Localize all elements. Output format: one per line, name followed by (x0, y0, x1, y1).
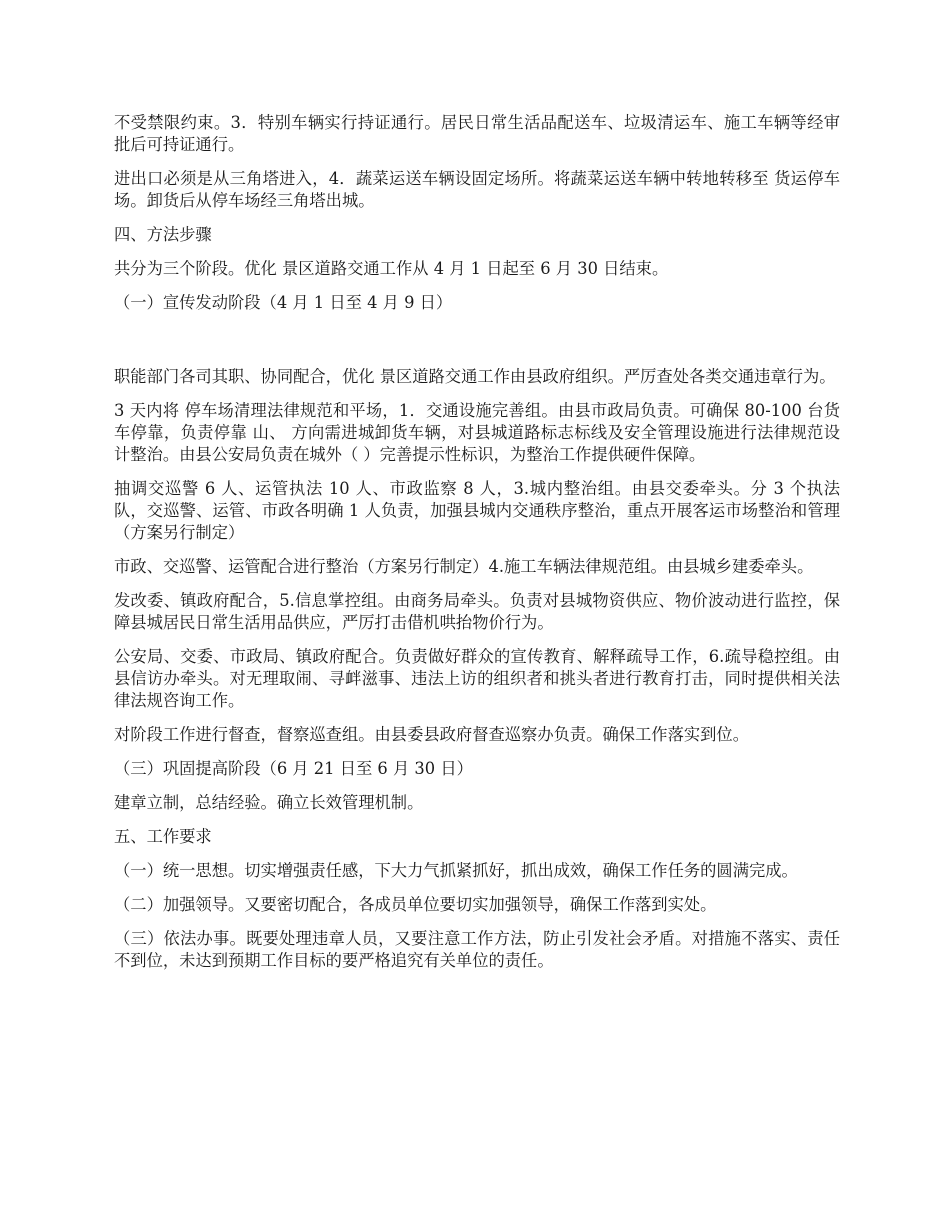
paragraph: （一）统一思想。切实增强责任感，下大力气抓紧抓好，抓出成效，确保工作任务的圆满完成。 (114, 861, 798, 880)
paragraph: （三）依法办事。既要处理违章人员，又要注意工作方法，防止引发社会矛盾。对措施不落实、责任不到位，未达到预期工作目标的要严格追究有关单位的责任。 (114, 929, 840, 970)
paragraph: 发改委、镇政府配合，5.信息掌控组。由商务局牵头。负责对县城物资供应、物价波动进行监控，保障县城居民日常生活用品供应，严厉打击借机哄抬物价行为。 (114, 591, 840, 632)
document-body (114, 112, 840, 984)
paragraph: 市政、交巡警、运管配合进行整治（方案另行制定）4.施工车辆法律规范组。由县城乡建委牵头。 (114, 557, 814, 576)
subsection-heading: （三）巩固提高阶段（6 月 21 日至 6 月 30 日） (114, 759, 473, 778)
subsection-heading: （一）宣传发动阶段（4 月 1 日至 4 月 9 日） (114, 293, 453, 312)
paragraph: 公安局、交委、市政局、镇政府配合。负责做好群众的宣传教育、解释疏导工作，6.疏导稳控组。由县信访办牵头。对无理取闹、寻衅滋事、违法上访的组织者和挑头者进行教育打击，同时提供相关法律法规咨询工作。 (114, 647, 840, 710)
paragraph: 不受禁限约束。3．特别车辆实行持证通行。居民日常生活品配送车、垃圾清运车、施工车辆等经审批后可持证通行。 (114, 113, 840, 154)
paragraph: 建章立制，总结经验。确立长效管理机制。 (114, 793, 424, 812)
paragraph: 共分为三个阶段。优化 景区道路交通工作从 4 月 1 日起至 6 月 30 日结束。 (114, 259, 669, 278)
paragraph: （二）加强领导。又要密切配合，各成员单位要切实加强领导，确保工作落到实处。 (114, 895, 717, 914)
section-heading: 四、方法步骤 (114, 225, 212, 244)
paragraph: 职能部门各司其职、协同配合，优化 景区道路交通工作由县政府组织。严厉查处各类交通违章行为。 (114, 367, 836, 386)
paragraph: 对阶段工作进行督查，督察巡查组。由县委县政府督查巡察办负责。确保工作落实到位。 (114, 725, 749, 744)
paragraph: 3 天内将 停车场清理法律规范和平场，1．交通设施完善组。由县市政局负责。可确保 80-100 台货车停靠，负责停靠 山、 方向需进城卸货车辆，对县城道路标志标线及安全管理设施进行法律规范设计整治。由县公安局负责在城外（ ）完善提示性标识，为整治工作提供硬件保障。 (114, 401, 840, 464)
paragraph: 进出口必须是从三角塔进入，4．蔬菜运送车辆设固定场所。将蔬菜运送车辆中转地转移至 货运停车场。卸货后从停车场经三角塔出城。 (114, 169, 840, 210)
section-heading: 五、工作要求 (114, 827, 212, 846)
paragraph: 抽调交巡警 6 人、运管执法 10 人、市政监察 8 人，3.城内整治组。由县交委牵头。分 3 个执法队，交巡警、运管、市政各明确 1 人负责，加强县城内交通秩序整治，重点开展客运市场整治和管理（方案另行制定） (114, 479, 840, 542)
